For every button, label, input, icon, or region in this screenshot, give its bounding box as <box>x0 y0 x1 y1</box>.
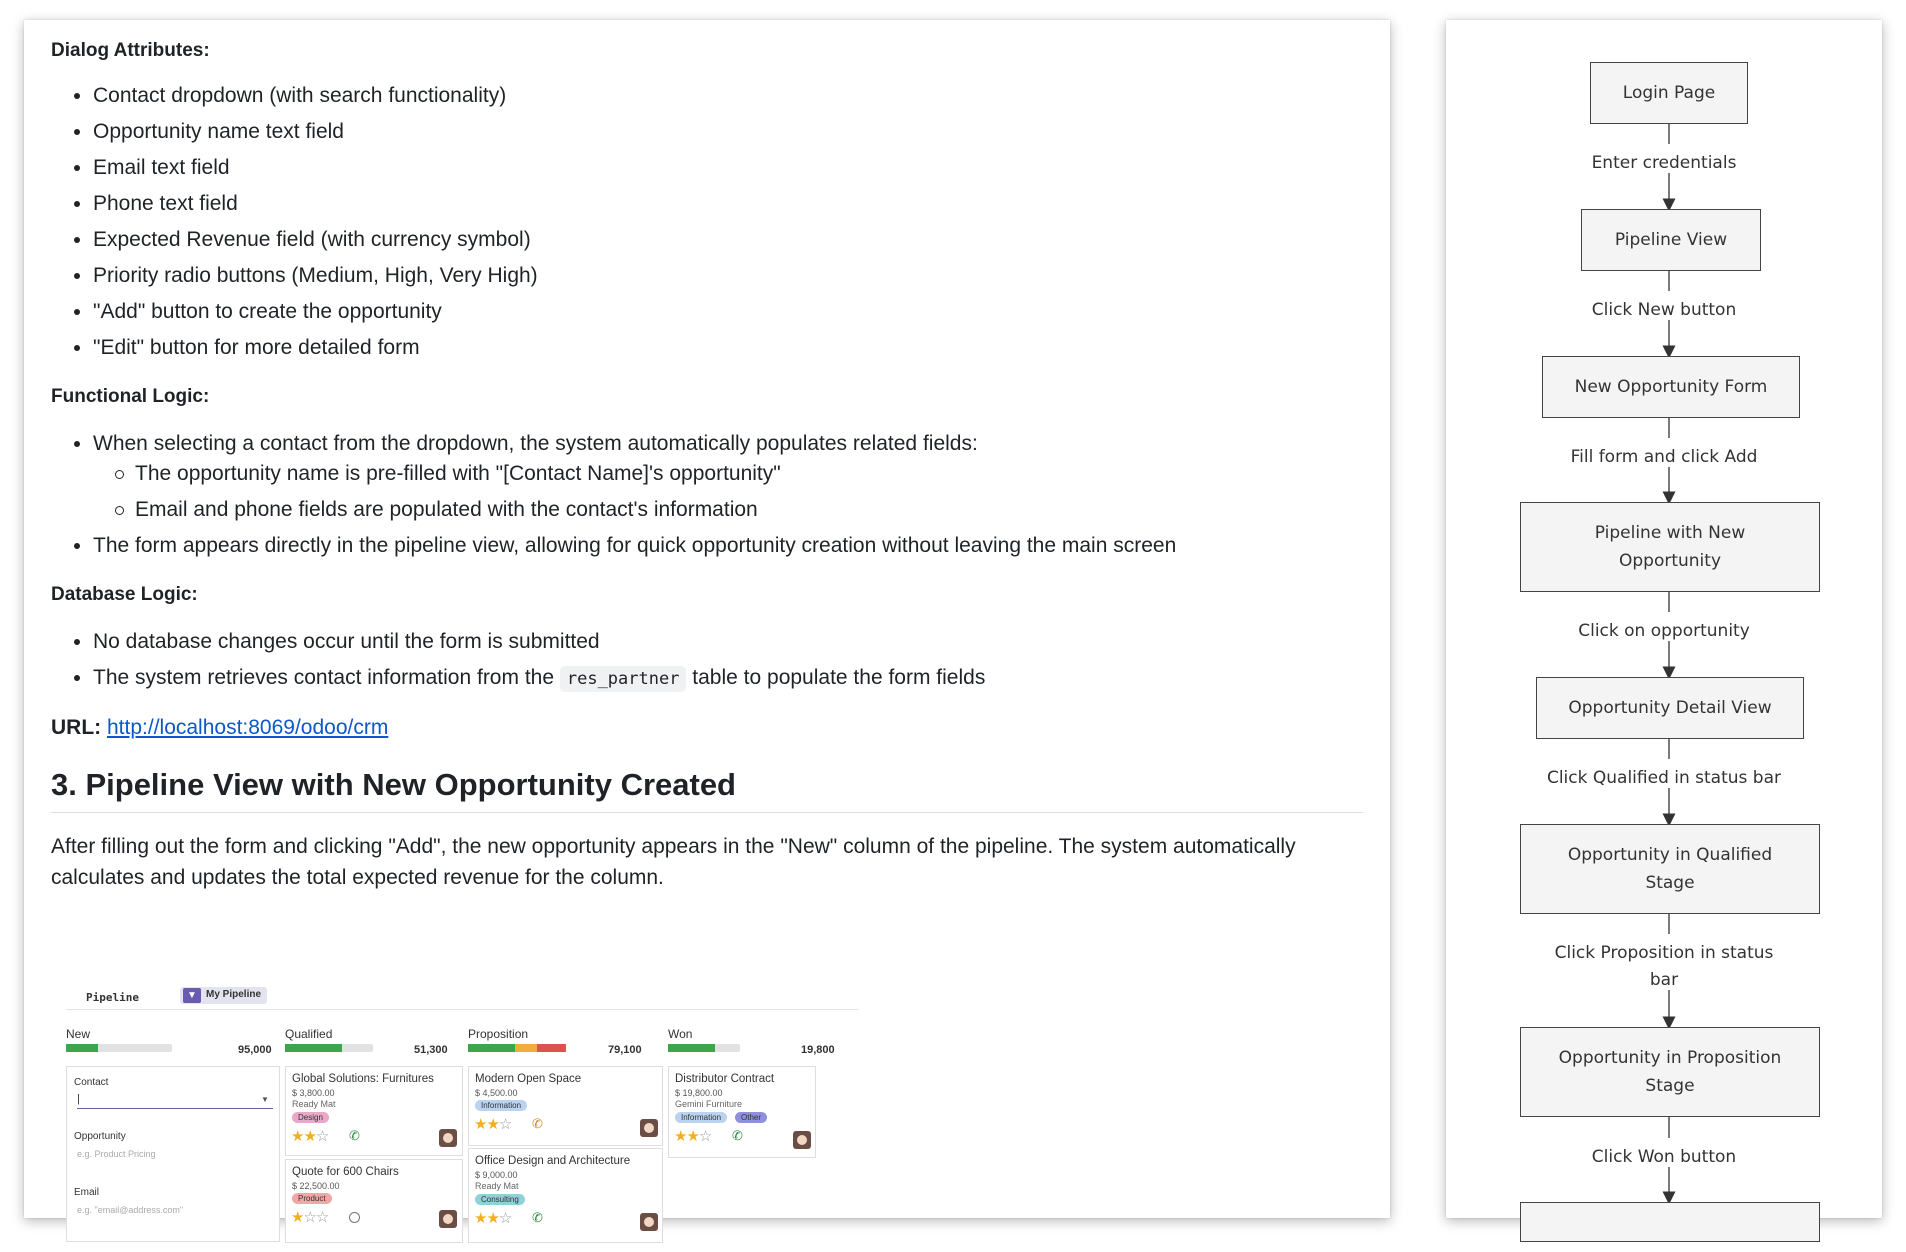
contact-input[interactable]: | <box>77 1093 273 1109</box>
database-logic-heading: Database Logic: <box>51 584 198 605</box>
star-filled-icon[interactable]: ★ <box>674 1128 687 1145</box>
column-header-qualified[interactable]: Qualified <box>285 1027 333 1041</box>
avatar <box>640 1213 658 1231</box>
avatar <box>439 1129 457 1147</box>
chevron-down-icon[interactable]: ▼ <box>261 1095 269 1104</box>
flow-edge-label <box>1446 1144 1882 1171</box>
edge-label-text: Click New button <box>1591 300 1737 320</box>
document-content <box>51 36 1363 893</box>
card-tag: Consulting <box>475 1194 525 1205</box>
phone-icon[interactable]: ✆ <box>349 1128 360 1143</box>
star-filled-icon[interactable]: ★ <box>474 1210 487 1227</box>
card-tag: Product <box>292 1193 332 1204</box>
phone-icon[interactable]: ✆ <box>532 1210 543 1225</box>
flow-edge-label <box>1446 940 1882 994</box>
star-filled-icon[interactable]: ★ <box>291 1209 304 1226</box>
star-empty-icon[interactable]: ☆ <box>315 1128 329 1145</box>
edge-label-text: Click Proposition in status bar <box>1554 943 1774 990</box>
star-empty-icon[interactable]: ☆ <box>315 1209 329 1226</box>
card-tag: Information <box>675 1112 727 1123</box>
star-empty-icon[interactable]: ☆ <box>698 1128 712 1145</box>
flow-node: Opportunity Detail View <box>1536 677 1804 739</box>
breadcrumb[interactable]: Pipeline <box>86 991 139 1004</box>
dialog-attributes-list <box>51 78 1363 366</box>
card-customer: Ready Mat <box>292 1099 336 1109</box>
filter-label: My Pipeline <box>206 989 262 1000</box>
star-filled-icon[interactable]: ★ <box>686 1128 699 1145</box>
priority-stars[interactable] <box>291 1127 328 1145</box>
list-item: Expected Revenue field (with currency symbol) <box>51 222 1363 258</box>
flow-node: Opportunity in Proposition Stage <box>1520 1027 1820 1117</box>
flow-node-partial <box>1520 1202 1820 1242</box>
flow-node: Opportunity in Qualified Stage <box>1520 824 1820 914</box>
url-line <box>51 713 1363 743</box>
dialog-attributes-heading: Dialog Attributes: <box>51 40 210 61</box>
card-title: Quote for 600 Chairs <box>292 1166 399 1178</box>
sub-list <box>93 456 1363 528</box>
funnel-icon: ▼ <box>183 988 201 1003</box>
flow-node: Pipeline View <box>1581 209 1761 271</box>
flowchart-panel <box>1446 20 1882 1218</box>
priority-stars[interactable] <box>674 1127 711 1145</box>
kanban-card[interactable] <box>285 1066 463 1156</box>
edge-label-text: Fill form and click Add <box>1570 447 1758 467</box>
list-item: Contact dropdown (with search functionality) <box>51 78 1363 114</box>
progress-bar-won <box>668 1044 740 1052</box>
avatar <box>439 1210 457 1228</box>
star-empty-icon[interactable]: ☆ <box>498 1116 512 1133</box>
sub-list-item: Email and phone fields are populated with the contact's information <box>93 492 1363 528</box>
pipeline-screenshot <box>66 982 858 1242</box>
column-total-proposition: 79,100 <box>608 1044 642 1056</box>
phone-icon[interactable]: ✆ <box>532 1116 543 1131</box>
star-empty-icon[interactable]: ☆ <box>498 1210 512 1227</box>
section-title: 3. Pipeline View with New Opportunity Created <box>51 769 1363 813</box>
email-input[interactable]: e.g. "email@address.com" <box>77 1205 184 1215</box>
clock-icon[interactable] <box>349 1212 360 1223</box>
url-link[interactable]: http://localhost:8069/odoo/crm <box>107 716 389 739</box>
progress-segment[interactable] <box>285 1044 342 1052</box>
list-item: Priority radio buttons (Medium, High, Very High) <box>51 258 1363 294</box>
list-item-text: table to populate the form fields <box>692 666 986 689</box>
progress-segment[interactable] <box>668 1044 715 1052</box>
card-title: Distributor Contract <box>675 1073 775 1085</box>
column-header-won[interactable]: Won <box>668 1027 693 1041</box>
database-logic-list <box>51 624 1363 697</box>
star-filled-icon[interactable]: ★ <box>474 1116 487 1133</box>
card-amount: $ 9,000.00 <box>475 1170 518 1180</box>
priority-stars[interactable] <box>474 1115 511 1133</box>
star-empty-icon[interactable]: ☆ <box>303 1209 316 1226</box>
opportunity-input[interactable]: e.g. Product Pricing <box>77 1149 156 1159</box>
priority-stars[interactable] <box>474 1209 511 1227</box>
inline-code: res_partner <box>560 666 687 692</box>
functional-logic-heading: Functional Logic: <box>51 386 210 407</box>
card-title: Office Design and Architecture <box>475 1155 631 1167</box>
section-paragraph: After filling out the form and clicking "Add", the new opportunity appears in the "New" column of the pipeline. The system automatically calculates and updates the total expected revenue for the column. <box>51 835 1296 889</box>
flow-node: Login Page <box>1590 62 1748 124</box>
progress-bar-new <box>66 1044 172 1052</box>
list-item: "Add" button to create the opportunity <box>51 294 1363 330</box>
list-item: The form appears directly in the pipeline view, allowing for quick opportunity creation without leaving the main screen <box>51 528 1363 564</box>
list-item: Opportunity name text field <box>51 114 1363 150</box>
column-header-proposition[interactable]: Proposition <box>468 1027 529 1041</box>
column-total-qualified: 51,300 <box>414 1044 448 1056</box>
kanban-card[interactable] <box>285 1159 463 1243</box>
flow-edge-label <box>1446 765 1882 792</box>
flow-edge-label <box>1446 444 1882 471</box>
progress-bar-proposition <box>468 1044 566 1052</box>
quick-create-form <box>66 1066 280 1242</box>
column-header-new[interactable]: New <box>66 1027 91 1041</box>
progress-segment[interactable] <box>515 1044 537 1052</box>
flow-edge-label <box>1446 618 1882 645</box>
star-filled-icon[interactable]: ★ <box>486 1210 499 1227</box>
card-title: Modern Open Space <box>475 1073 582 1085</box>
card-amount: $ 19,800.00 <box>675 1088 723 1098</box>
card-title: Global Solutions: Furnitures <box>292 1073 434 1085</box>
card-amount: $ 22,500.00 <box>292 1181 340 1191</box>
flow-node: Pipeline with New Opportunity <box>1520 502 1820 592</box>
card-customer: Gemini Furniture <box>675 1099 743 1109</box>
priority-stars[interactable] <box>291 1208 328 1226</box>
flow-edge-label <box>1446 150 1882 177</box>
phone-icon[interactable]: ✆ <box>732 1128 743 1143</box>
column-total-won: 19,800 <box>801 1044 835 1056</box>
list-item: "Edit" button for more detailed form <box>51 330 1363 366</box>
contact-label: Contact <box>74 1077 109 1088</box>
kanban-card[interactable] <box>668 1066 816 1158</box>
list-item <box>51 426 1363 528</box>
edge-label-text: Click Won button <box>1591 1147 1737 1167</box>
list-item <box>51 660 1363 697</box>
sub-list-item: The opportunity name is pre-filled with "[Contact Name]'s opportunity" <box>93 456 1363 492</box>
card-amount: $ 4,500.00 <box>475 1088 518 1098</box>
card-customer: Ready Mat <box>475 1181 519 1191</box>
opportunity-label: Opportunity <box>74 1131 126 1142</box>
star-filled-icon[interactable]: ★ <box>291 1128 304 1145</box>
filter-facet[interactable] <box>180 987 267 1004</box>
kanban-card[interactable] <box>468 1066 663 1146</box>
flow-edge-label <box>1446 297 1882 324</box>
star-filled-icon[interactable]: ★ <box>486 1116 499 1133</box>
list-item: Phone text field <box>51 186 1363 222</box>
progress-bar-qualified <box>285 1044 373 1052</box>
kanban-card[interactable] <box>468 1148 663 1243</box>
progress-segment[interactable] <box>468 1044 515 1052</box>
card-tag: Information <box>475 1100 527 1111</box>
pipeline-topbar <box>66 982 858 1010</box>
url-label: URL: <box>51 716 102 739</box>
list-item: Email text field <box>51 150 1363 186</box>
edge-label-text: Enter credentials <box>1591 153 1737 173</box>
edge-label-text: Click Qualified in status bar <box>1546 768 1782 788</box>
progress-segment[interactable] <box>537 1044 566 1052</box>
column-total-new: 95,000 <box>238 1044 272 1056</box>
avatar <box>793 1131 811 1149</box>
progress-segment[interactable] <box>66 1044 98 1052</box>
list-item-text: When selecting a contact from the dropdown, the system automatically populates related fields: <box>93 432 978 455</box>
card-amount: $ 3,800.00 <box>292 1088 335 1098</box>
list-item-text: The system retrieves contact information from the <box>93 666 555 689</box>
star-filled-icon[interactable]: ★ <box>303 1128 316 1145</box>
flow-node: New Opportunity Form <box>1542 356 1800 418</box>
card-tag: Design <box>292 1112 329 1123</box>
card-tag: Other <box>735 1112 767 1123</box>
document-panel <box>24 20 1390 1227</box>
email-label: Email <box>74 1187 100 1198</box>
avatar <box>640 1119 658 1137</box>
list-item: No database changes occur until the form is submitted <box>51 624 1363 660</box>
functional-logic-list <box>51 426 1363 564</box>
edge-label-text: Click on opportunity <box>1578 621 1750 641</box>
